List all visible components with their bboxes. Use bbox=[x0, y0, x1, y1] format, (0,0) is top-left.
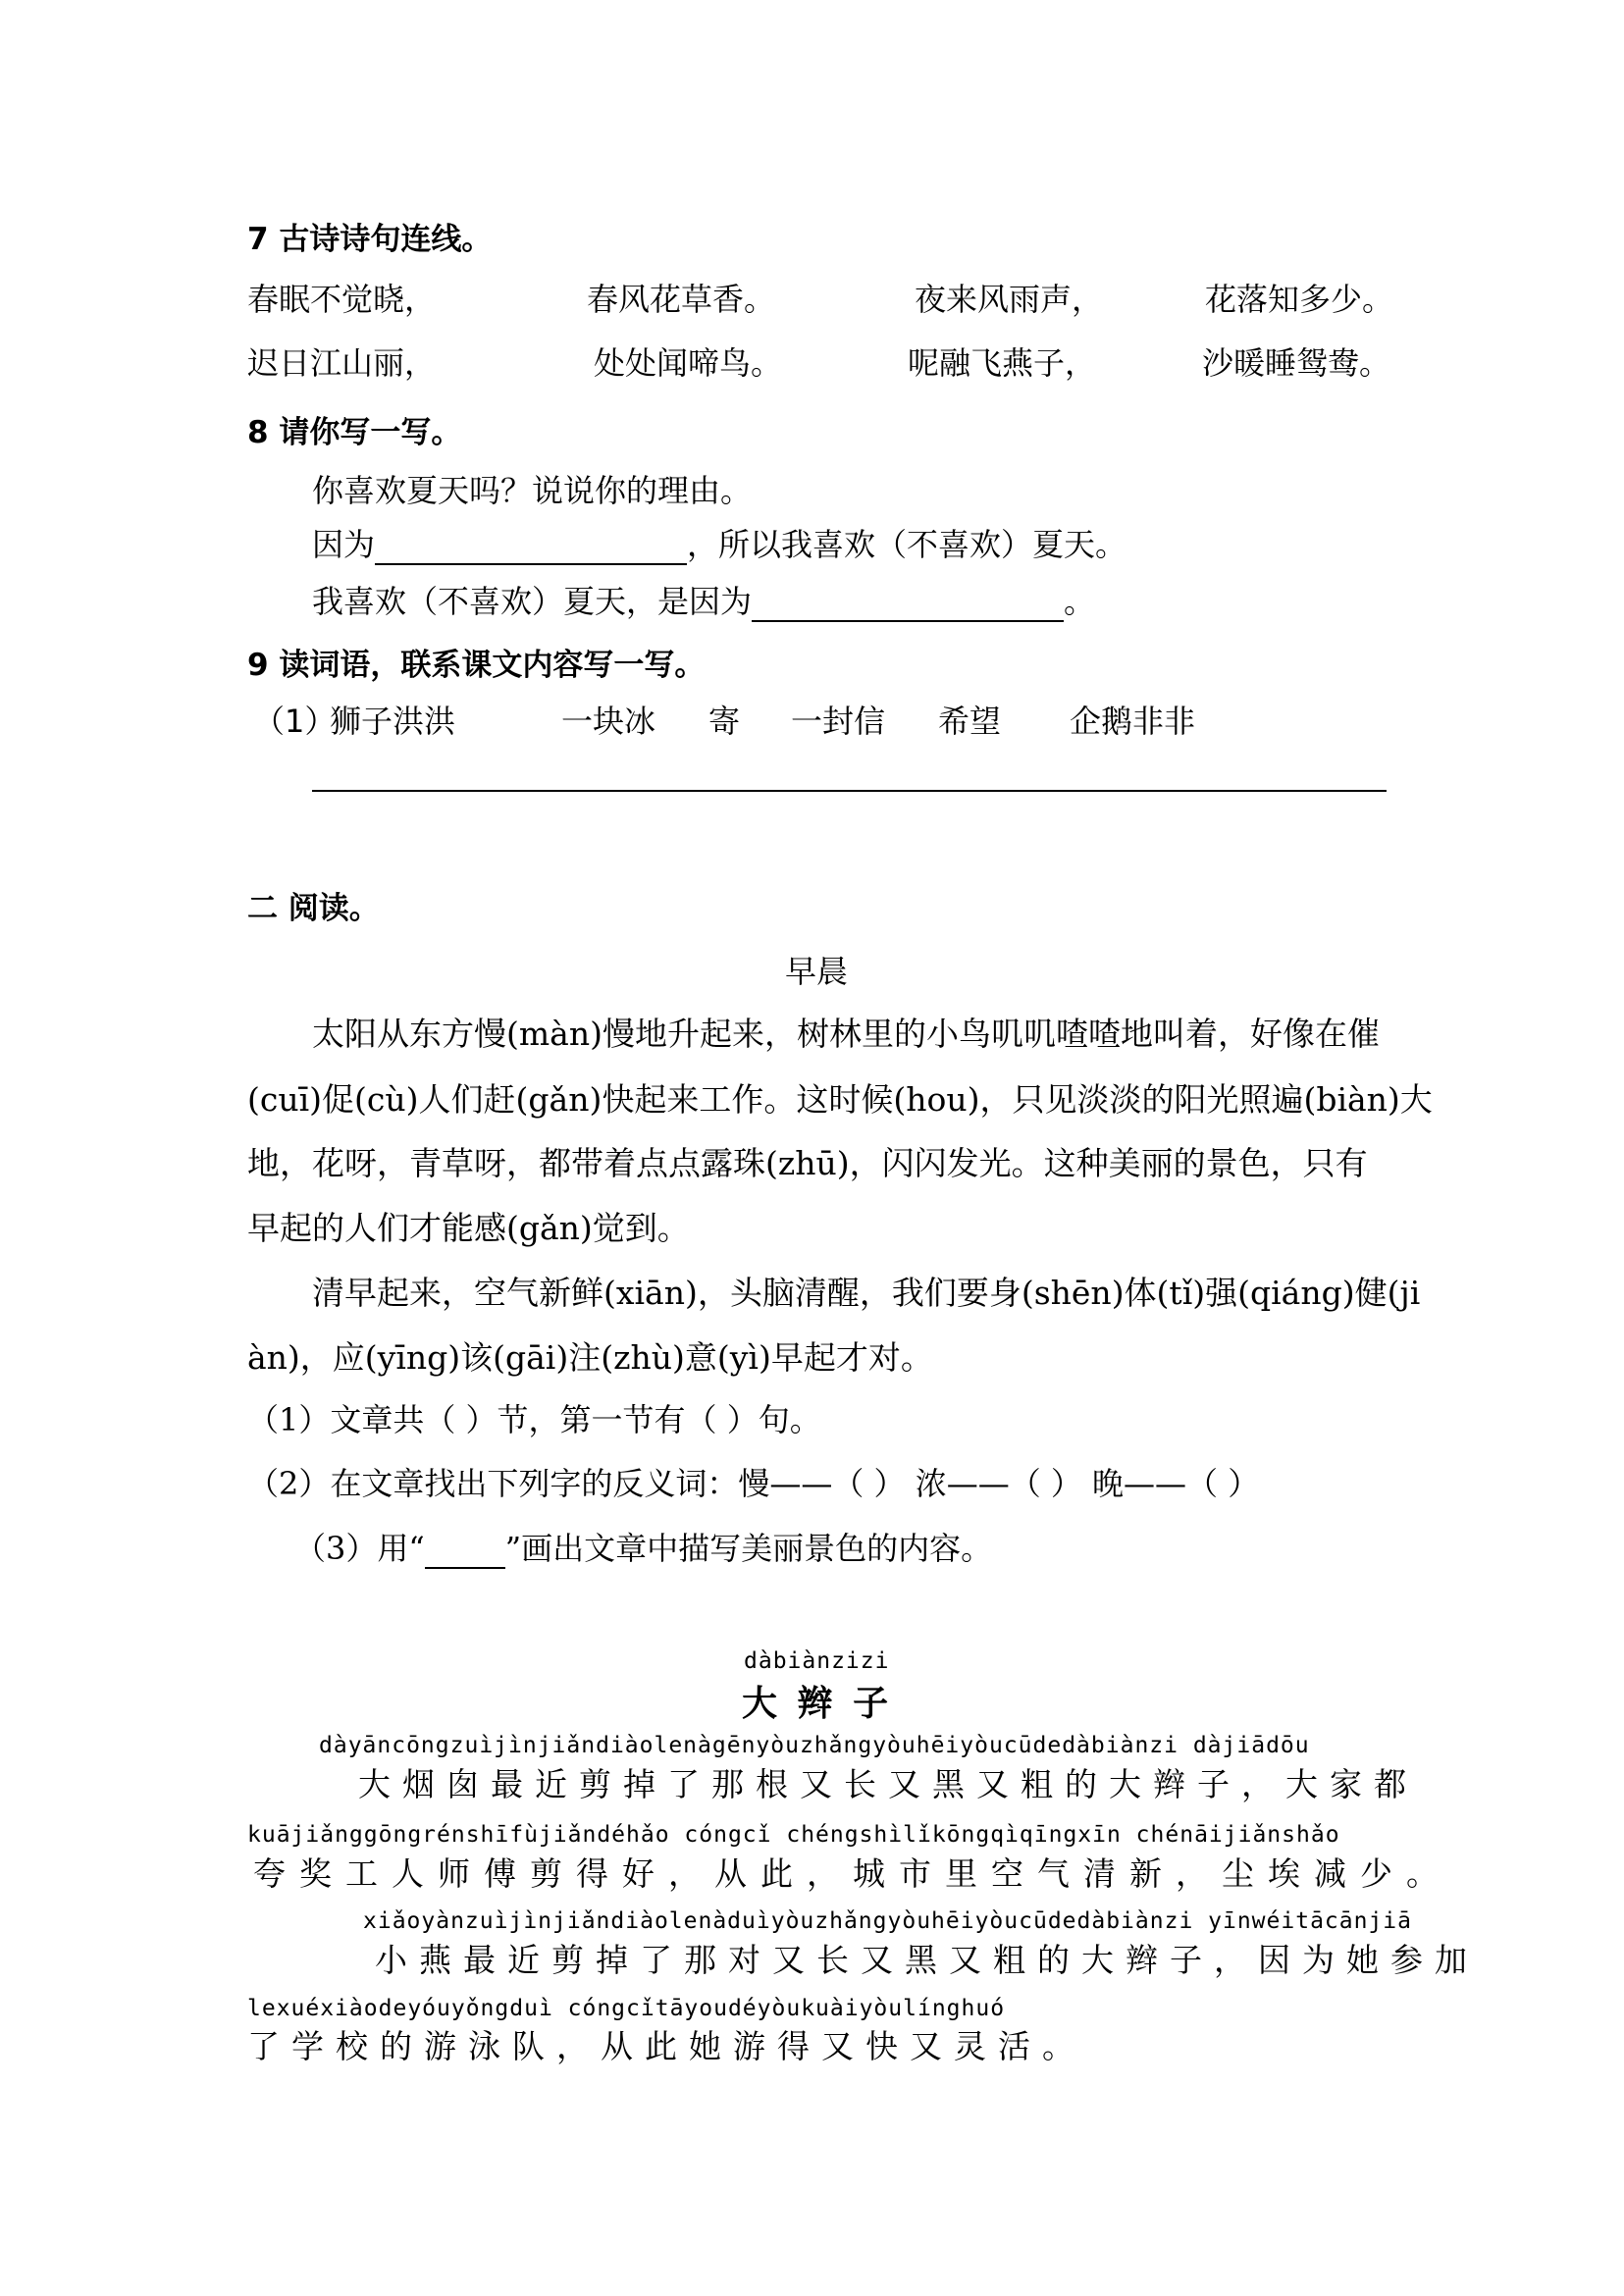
story-line: 了学校的游泳队，从此她游得又快又灵活。 bbox=[247, 2027, 1086, 2065]
q8-line2-pre: 我喜欢（不喜欢）夏天，是因为 bbox=[312, 583, 753, 620]
q9-word: 一块冰 bbox=[561, 703, 656, 740]
q9-answer-line[interactable] bbox=[312, 790, 1387, 792]
q8-line2-post: 。 bbox=[1064, 583, 1096, 620]
poem-line: 花落知多少。 bbox=[1205, 281, 1394, 318]
poem-line: 处处闻啼鸟。 bbox=[594, 344, 783, 382]
pinyin-line: xiǎoyànzuìjìnjiǎndiàolenàduìyòuzhǎngyòuhēiyòucūdedàbiànzi yīnwéitācānjiā bbox=[363, 1908, 1412, 1934]
reading-question-3 bbox=[294, 1524, 992, 1569]
underline-sample bbox=[425, 1534, 505, 1569]
paragraph-line: 清早起来，空气新鲜(xiān)，头脑清醒，我们要身(shēn)体(tǐ)强(qiáng)健(ji bbox=[312, 1274, 1421, 1312]
q8-prompt: 你喜欢夏天吗？说说你的理由。 bbox=[312, 472, 753, 509]
story-title: 大 辫 子 bbox=[742, 1683, 893, 1724]
paragraph-line: 早起的人们才能感(gǎn)觉到。 bbox=[247, 1209, 690, 1247]
q9-word: 企鹅非非 bbox=[1070, 703, 1196, 740]
paragraph-line: 地，花呀，青草呀，都带着点点露珠(zhū)，闪闪发光。这种美丽的景色，只有 bbox=[247, 1144, 1368, 1182]
q3-pre: （3）用“ bbox=[294, 1530, 425, 1567]
poem-line: 沙暖睡鸳鸯。 bbox=[1202, 344, 1391, 382]
q8-line1 bbox=[312, 520, 1126, 565]
pinyin-line: lexuéxiàodeyóuyǒngduì cóngcǐtāyoudéyòukuàiyòulínghuó bbox=[247, 1996, 1006, 2021]
story-line: 小燕最近剪掉了那对又长又黑又粗的大辫子，因为她参加 bbox=[375, 1941, 1479, 1979]
q8-line1-post: ，所以我喜欢（不喜欢）夏天。 bbox=[687, 526, 1127, 563]
poem-line: 春风花草香。 bbox=[587, 281, 776, 318]
q9-num: （1） bbox=[253, 703, 337, 740]
poem-line: 呢融飞燕子， bbox=[908, 344, 1097, 382]
q9-word: 希望 bbox=[938, 703, 1002, 740]
story-line: 夸奖工人师傅剪得好，从此，城市里空气清新，尘埃减少。 bbox=[253, 1854, 1452, 1893]
story-title-pinyin: dàbiànzizi bbox=[744, 1648, 890, 1674]
q8-title: 8 请你写一写。 bbox=[247, 415, 462, 450]
pinyin-line: kuājiǎnggōngrénshīfùjiǎndéhǎo cóngcǐ chéngshìlǐkōngqìqīngxīn chénāijiǎnshǎo bbox=[247, 1822, 1340, 1848]
reading-question-2: （2）在文章找出下列字的反义词：慢——（ ） 浓——（ ） 晚——（ ） bbox=[247, 1465, 1260, 1502]
q8-line1-pre: 因为 bbox=[312, 526, 376, 563]
story-line: 大烟囱最近剪掉了那根又长又黑又粗的大辫子，大家都 bbox=[358, 1765, 1418, 1803]
q7-title: 7 古诗诗句连线。 bbox=[247, 222, 493, 257]
pinyin-line: dàyāncōngzuìjìnjiǎndiàolenàgēnyòuzhǎngyòuhēiyòucūdedàbiànzi dàjiādōu bbox=[319, 1733, 1310, 1758]
q8-line2 bbox=[312, 577, 1095, 622]
poem-line: 春眠不觉晓， bbox=[247, 281, 437, 318]
q3-post: ”画出文章中描写美丽景色的内容。 bbox=[504, 1530, 993, 1567]
q9-word: 寄 bbox=[708, 703, 741, 740]
q9-title: 9 读词语，联系课文内容写一写。 bbox=[247, 648, 706, 683]
reading-section-title: 二 阅读。 bbox=[247, 891, 380, 926]
q9-word: 狮子洪洪 bbox=[330, 703, 456, 740]
paragraph-line: 太阳从东方慢(màn)慢地升起来，树林里的小鸟叽叽喳喳地叫着，好像在催 bbox=[312, 1015, 1380, 1053]
paragraph-line: àn)，应(yīng)该(gāi)注(zhù)意(yì)早起才对。 bbox=[247, 1338, 933, 1377]
poem-line: 夜来风雨声， bbox=[915, 281, 1104, 318]
q9-word: 一封信 bbox=[791, 703, 886, 740]
answer-blank[interactable] bbox=[752, 583, 1064, 622]
answer-blank[interactable] bbox=[375, 526, 687, 565]
reading-question-1: （1）文章共（ ）节，第一节有（ ）句。 bbox=[247, 1401, 821, 1438]
reading-title: 早晨 bbox=[785, 953, 849, 990]
poem-line: 迟日江山丽， bbox=[247, 344, 437, 382]
paragraph-line: (cuī)促(cù)人们赶(gǎn)快起来工作。这时候(hou)，只见淡淡的阳光照遍(biàn)大 bbox=[247, 1080, 1433, 1119]
